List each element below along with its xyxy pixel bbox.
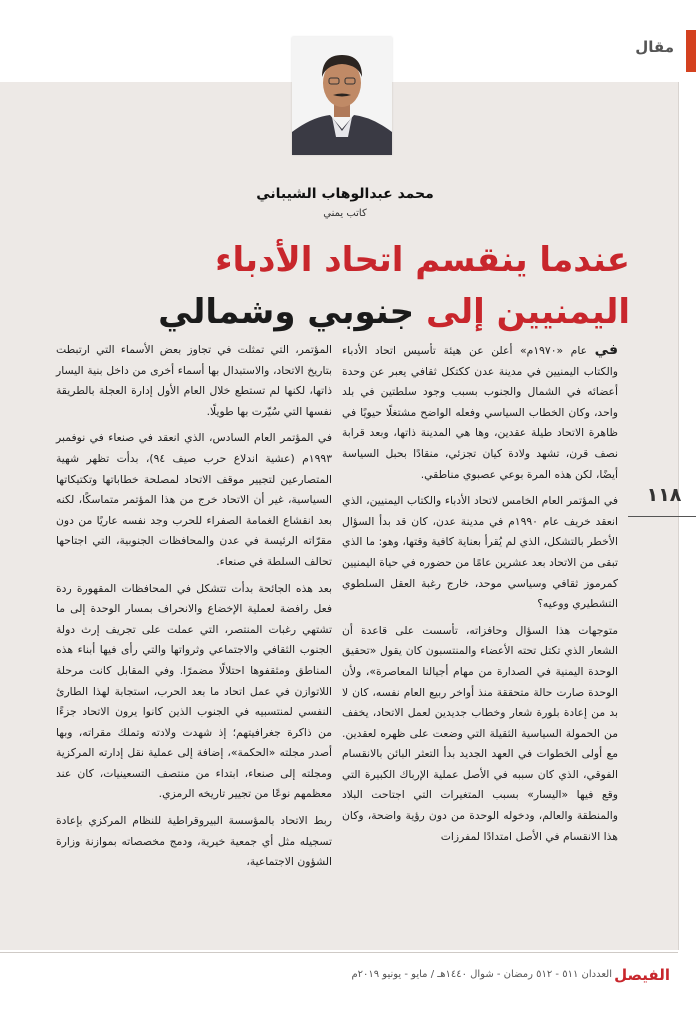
portrait-illustration (292, 37, 392, 155)
footer-rule (0, 952, 678, 953)
paragraph (342, 340, 618, 485)
paragraph: متوجهات هذا السؤال وحافزاته، تأسست على قاعدة أن الشعار الذي تكتل تحته الأعضاء والمنتسبون كان يقول «تحقيق الوحدة اليمنية في الصدارة من مهام أجيالنا المعاصرة»، ولأن الوحدة صارت حالة متحققة منذ أواخر ربيع العام نفسه، كان لا بد من إعادة بلورة شعار وخطاب جديدين لعمل الاتحاد، يخفف من الحمولة السياسية الثقيلة التي وضعت على ظهره لعقدين. مع أولى الخطوات في العهد الجديد بدأ التعثر البائن بالانقسام الفوقي، الذي كان سببه في الأصل عملية الإرباك الكبيرة التي وقع فيها «اليسار» بسبب المتغيرات التي اجتاحت البلاد والمنطقة والعالم، ودخوله الوحدة من دون رؤية واضحة، وكان هذا الانقسام في الأصل امتدادًا لمفرزات (342, 623, 618, 843)
issue-info: العددان ٥١١ - ٥١٢ رمضان - شوال ١٤٤٠هـ / مايو - يونيو ٢٠١٩م (351, 969, 612, 980)
section-marker (686, 30, 696, 72)
magazine-logo: الفيصل (614, 966, 670, 984)
author-photo (292, 37, 392, 155)
paragraph: بعد هذه الجائحة بدأت تتشكل في المحافظات المقهورة ردة فعل رافضة لعملية الإخضاع والانحراف بمسار الوحدة إلى ما تشتهي رغبات المنتصر، التي عملت على تجريف إرث دولة الجنوب الثقافي والاجتماعي وثرواتها والتي رأى فيها أبناء هذه المناطق ومثقفوها احتلالًا مضمرًا. وفي المقابل كانت مرحلة اللاتوازن في عمل اتحاد ما بعد الحرب، استجابة لهذا الطارئ النفسي لمنتسبيه في الجنوب الذين كانوا يرون الاتحاد جزءًا من ذاكرة جغرافيتهم؛ إذ شهدت ولادته وتملك مقراته، وبها أصدر مجلته «الحكمة»، إضافة إلى عملية نقل إدارته المركزية ومجلته إلى صنعاء، ابتداء من منتصف التسعينيات، كان عند معظمهم نوعًا من تجيير تاريخه الرمزي. (56, 581, 332, 801)
section-label: مقال (635, 38, 674, 56)
body-column-left (56, 340, 332, 879)
headline-red-part: اليمنيين إلى (426, 292, 630, 332)
headline-line-1: عندما ينقسم اتحاد الأدباء (215, 240, 630, 280)
author-role: كاتب يمني (323, 208, 367, 219)
page-number-rule (628, 516, 696, 517)
headline-dark-part: جنوبي وشمالي (158, 292, 415, 332)
paragraph-lead: في (594, 342, 618, 358)
section-tab (610, 30, 696, 72)
paragraph-text: عام «١٩٧٠م» أعلن عن هيئة تأسيس اتحاد الأدباء والكتاب اليمنيين في مدينة عدن ككتكل ثقافي يعبر عن وحدة أعضائه في الشمال والجنوب بسبب وجود سلطتين في بلد واحد، وكان الخطاب السياسي وفعله الواضح مشتغلًا حيويًا في ظاهرة الاتحاد طيلة عقدين، وها هي المدينة ذاتها، وبعد قرابة نصف قرن، تشهد ولادة كيان تجزئي، منقادًا بحبل السياسة أيضًا، لكن هذه المرة بوعي عصبوي مناطقي. (342, 344, 618, 481)
body-column-right (342, 340, 618, 853)
paragraph: المؤتمر، التي تمثلت في تجاوز بعض الأسماء التي ارتبطت بتاريخ الاتحاد، والاستبدال بها أسماء أخرى من داخل بنية اليسار ذاتها، لكنها لم تستطع خلال العام الأول إدارة العجلة بالطريقة نفسها التي سُيّرت بها طويلًا. (56, 343, 332, 418)
paragraph: في المؤتمر العام السادس، الذي انعقد في صنعاء في نوفمبر ١٩٩٣م (عشية اندلاع حرب صيف ٩٤)، بدأت تظهر شهية المتصارعين لتجيير موقف الاتحاد لمصلحة خطاباتها وتكتيكاتها السياسية، غير أن الاتحاد خرج من هذا المؤتمر متماسكًا، لكنه بعد انقشاع الغمامة الصفراء للحرب وجد نفسه عاريًا من دون مقرّاته الرئيسة في عدن والمحافظات الجنوبية، التي اجتاحها تحالف السلطة في صنعاء. (56, 431, 332, 568)
page-number: ١١٨ (646, 484, 682, 506)
author-name: محمد عبدالوهاب الشيباني (256, 186, 434, 202)
paragraph: ربط الاتحاد بالمؤسسة البيروقراطية للنظام المركزي بإعادة تسجيله مثل أي جمعية خيرية، ودمج مخصصاته بموازنة وزارة الشؤون الاجتماعية، (56, 814, 332, 869)
paragraph: في المؤتمر العام الخامس لاتحاد الأدباء والكتاب اليمنيين، الذي انعقد خريف عام ١٩٩٠م في مدينة عدن، كان قد بدأ السؤال الأخطر بالتشكل، الذي لم يُقرأ بعناية كافية وقتها، وهو: ما الذي تبقى من الاتحاد بعد عشرين عامًا من حضوره في حياة اليمنيين كمرموز ثقافي وسياسي موحد، خارج رغبة العقل السلطوي التشطيري ووعيه؟ (342, 494, 618, 611)
footer (351, 966, 670, 988)
headline-line-2 (150, 290, 630, 334)
